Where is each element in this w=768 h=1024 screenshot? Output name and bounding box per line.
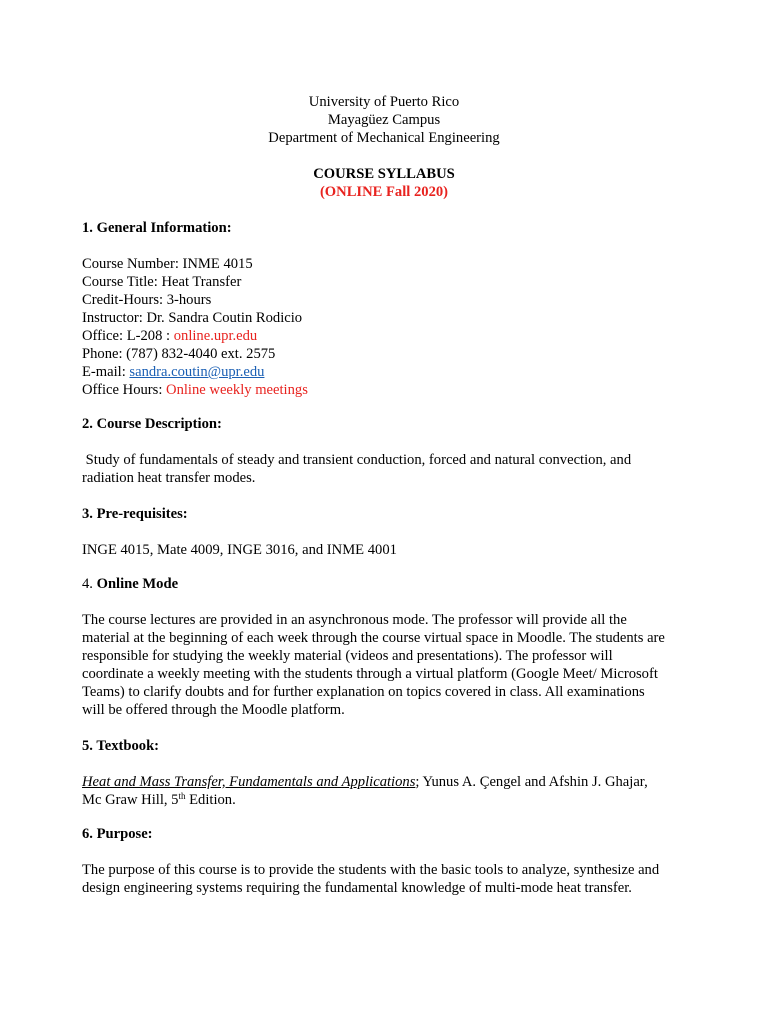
description-line-2: radiation heat transfer modes. <box>82 470 256 486</box>
online-line-5: Teams) to clarify doubts and for further explanation on topics covered in class. All examinations <box>82 684 645 700</box>
section-heading-prerequisites: 3. Pre-requisites: <box>82 506 188 522</box>
purpose-section <box>82 825 682 897</box>
university-name: University of Puerto Rico <box>308 94 460 110</box>
office-hours-value: Online weekly meetings <box>166 382 308 398</box>
section-heading-description: 2. Course Description: <box>82 416 222 432</box>
online-line-1: The course lectures are provided in an asynchronous mode. The professor will provide all the <box>82 612 627 628</box>
online-line-3: responsible for studying the weekly material (videos and presentations). The professor will <box>82 648 613 664</box>
online-mode-section <box>82 575 682 719</box>
section-heading-general: 1. General Information: <box>82 220 232 236</box>
office-hours-label: Office Hours: <box>82 382 167 398</box>
course-title: Course Title: Heat Transfer <box>82 274 242 290</box>
section-heading-online <box>82 575 682 593</box>
description-line-1: Study of fundamentals of steady and transient conduction, forced and natural convection, and <box>82 452 632 468</box>
credit-hours: Credit-Hours: 3-hours <box>82 292 212 308</box>
syllabus-title: COURSE SYLLABUS <box>313 166 455 182</box>
edition-superscript: th <box>178 791 186 801</box>
campus-name: Mayagüez Campus <box>327 112 441 128</box>
phone: Phone: (787) 832-4040 ext. 2575 <box>82 346 276 362</box>
instructor: Instructor: Dr. Sandra Coutin Rodicio <box>82 310 303 326</box>
department-name: Department of Mechanical Engineering <box>268 130 500 146</box>
online-line-6: will be offered through the Moodle platform. <box>82 702 345 718</box>
email-link[interactable]: sandra.coutin@upr.edu <box>129 364 265 380</box>
online-line-2: material at the beginning of each week through the course virtual space in Moodle. The students are <box>82 630 665 646</box>
office-online-link[interactable]: online.upr.edu <box>173 328 258 344</box>
section-heading-textbook: 5. Textbook: <box>82 738 160 754</box>
email-line <box>82 363 682 381</box>
email-label: E-mail: <box>82 364 130 380</box>
textbook-citation <box>82 773 682 791</box>
textbook-authors: ; Yunus A. Çengel and Afshin J. Ghajar, <box>415 774 648 790</box>
online-line-4: coordinate a weekly meeting with the students through a virtual platform (Google Meet/ Microsoft <box>82 666 658 682</box>
textbook-section <box>82 737 682 809</box>
course-number: Course Number: INME 4015 <box>82 256 253 272</box>
institution-header <box>0 93 768 147</box>
office-line <box>82 327 682 345</box>
textbook-title: Heat and Mass Transfer, Fundamentals and Applications <box>82 774 416 790</box>
online-section-title: Online Mode <box>96 576 179 592</box>
purpose-line-1: The purpose of this course is to provide the students with the basic tools to analyze, synthesize and <box>82 862 660 878</box>
document-title <box>0 165 768 201</box>
prerequisites-list: INGE 4015, Mate 4009, INGE 3016, and INME 4001 <box>82 542 397 558</box>
textbook-edition: Edition. <box>185 792 236 808</box>
textbook-publisher: Mc Graw Hill, 5 <box>82 792 179 808</box>
prerequisites-section <box>82 505 682 559</box>
online-section-number: 4. <box>82 576 97 592</box>
syllabus-subtitle: (ONLINE Fall 2020) <box>319 184 449 200</box>
office-label: Office: L-208 : <box>82 328 174 344</box>
section-heading-purpose: 6. Purpose: <box>82 826 153 842</box>
purpose-line-2: design engineering systems requiring the fundamental knowledge of multi-mode heat transfer. <box>82 880 632 896</box>
general-information-section <box>82 219 682 399</box>
course-description-section <box>82 415 682 487</box>
textbook-publisher-line <box>82 791 682 809</box>
office-hours-line <box>82 381 682 399</box>
